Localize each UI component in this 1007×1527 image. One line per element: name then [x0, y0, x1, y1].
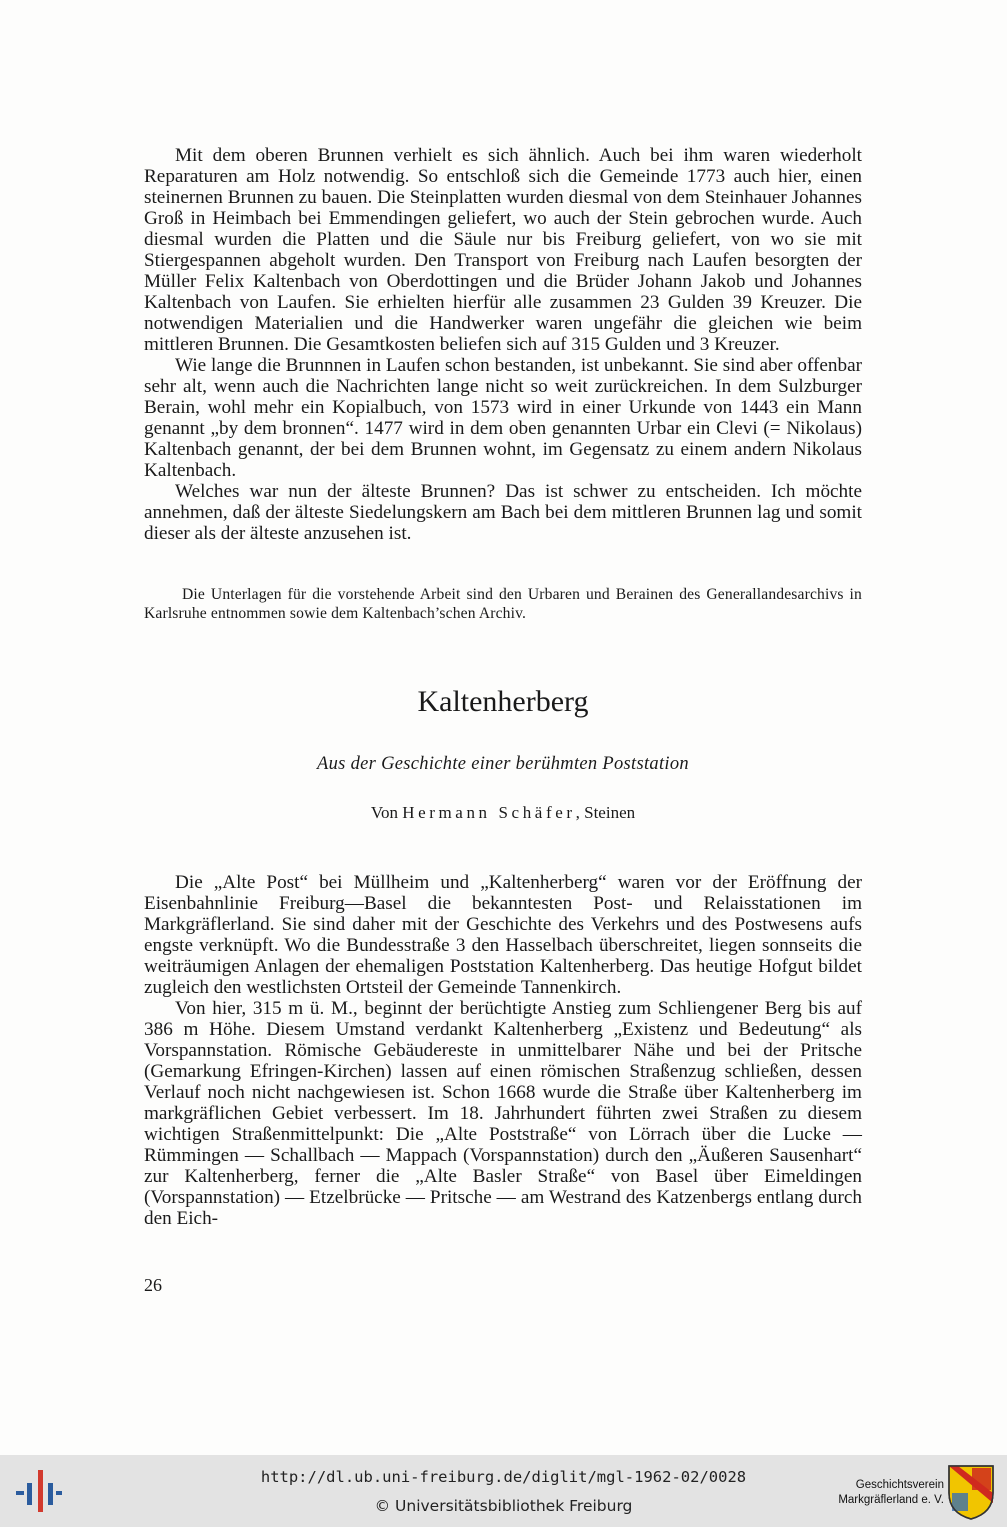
byline-prefix: Von	[370, 803, 398, 822]
society-line: Markgräflerland e. V.	[838, 1494, 944, 1506]
byline	[144, 801, 862, 825]
permalink-url[interactable]: http://dl.ub.uni-freiburg.de/diglit/mgl-1962-02/0028	[260, 1468, 747, 1486]
page-number: 26	[144, 1275, 162, 1295]
author-name: Hermann Schäfer	[402, 803, 576, 822]
society-line: Geschichtsverein	[855, 1479, 944, 1491]
byline-suffix: , Steinen	[575, 803, 636, 822]
society-name	[808, 1478, 944, 1508]
paragraph: Welches war nun der älteste Brunnen? Das ist schwer zu entscheiden. Ich möchte annehmen, daß der älteste Siedelungskern am Bach bei dem mittleren Brunnen lag und somit dieser als der älteste anzusehen ist.	[144, 481, 862, 544]
article-subtitle: Aus der Geschichte einer berühmten Poststation	[317, 754, 689, 774]
paragraph: Wie lange die Brunnnen in Laufen schon bestanden, ist unbekannt. Sie sind aber offenbar sehr alt, wenn auch die Nachrichten lange nicht so weit zurückreichen. In dem Sulzburger Berain, wohl mehr ein Kopialbuch, von 1573 wird in einer Urkunde von 1443 ein Mann genannt „by dem bronnen“. 1477 wird in dem oben genannten Urbar ein Clevi (= Nikolaus) Kaltenbach genannt, der bei dem Brunnen wohnt, im Gegensatz zu einem andern Nikolaus Kaltenbach.	[144, 355, 862, 481]
paragraph: Mit dem oberen Brunnen verhielt es sich ähnlich. Auch bei ihm waren wiederholt Reparaturen am Holz notwendig. So entschloß sich die Gemeinde 1773 auch hier, einen steinernen Brunnen zu bauen. Die Steinplatten wurden diesmal von dem Steinhauer Johannes Groß in Heimbach bei Emmendingen geliefert, wo auch der Stein gebrochen wurde. Auch diesmal wurden die Platten und die Säule nur bis Freiburg geliefert, von wo sie mit Stiergespannen abgeholt wurden. Den Transport von Freiburg nach Laufen besorgten der Müller Felix Kaltenbach von Oberdottingen und die Brüder Johann Jakob und Johannes Kaltenbach von Laufen. Sie erhielten hierfür alle zusammen 23 Gulden 39 Kreuzer. Die notwendigen Materialien und die Handwerker waren ungefähr die gleichen wie beim mittleren Brunnen. Die Gesamtkosten beliefen sich auf 315 Gulden und 3 Kreuzer.	[144, 145, 862, 355]
copyright-notice: © Universitätsbibliothek Freiburg	[374, 1497, 633, 1515]
paragraph: Von hier, 315 m ü. M., beginnt der berüchtigte Anstieg zum Schliengener Berg bis auf 386 m Höhe. Diesem Umstand verdankt Kaltenherberg „Existenz und Bedeutung“ als Vorspannstation. Römische Gebäudereste in unmittelbarer Nähe und bei der Pritsche (Gemarkung Efringen-Kirchen) lassen auf einen römischen Straßenzug schließen, dessen Verlauf noch nicht nachgewiesen ist. Schon 1668 wurde die Straße über Kaltenherberg im markgräflichen Gebiet verbessert. Im 18. Jahrhundert führten zwei Straßen zu diesem wichtigen Straßenmittelpunkt: Die „Alte Poststraße“ von Lörrach über die Lucke — Rümmingen — Schallbach — Mappach (Vorspannstation) durch den „Äußeren Sausenhart“ zur Kaltenherberg, ferner die „Alte Basler Straße“ von Basel über Eimeldingen (Vorspannstation) — Etzelbrücke — Pritsche — am Westrand des Katzenbergs entlang durch den Eich-	[144, 998, 862, 1229]
footer-bar	[0, 1455, 1007, 1527]
article-title: Kaltenherberg	[417, 685, 589, 718]
paragraph: Die „Alte Post“ bei Müllheim und „Kaltenherberg“ waren vor der Eröffnung der Eisenbahnlinie Freiburg—Basel die bekanntesten Post- und Relaisstationen im Markgräflerland. Sie sind daher mit der Geschichte des Verkehrs und des Postwesens aufs engste verknüpft. Wo die Bundesstraße 3 den Hasselbach überschreitet, liegen sonnseits die weiträumigen Anlagen der ehemaligen Poststation Kaltenherberg. Das heutige Hofgut bildet zugleich den westlichsten Ortsteil der Gemeinde Tannenkirch.	[144, 872, 862, 998]
coat-of-arms-icon	[946, 1463, 996, 1521]
article2-body	[144, 872, 862, 1229]
source-note: Die Unterlagen für die vorstehende Arbeit sind den Urbaren und Berainen des Generallandesarchivs in Karlsruhe entnommen sowie dem Kaltenbach’schen Archiv.	[144, 586, 862, 622]
article1-body	[144, 145, 862, 544]
